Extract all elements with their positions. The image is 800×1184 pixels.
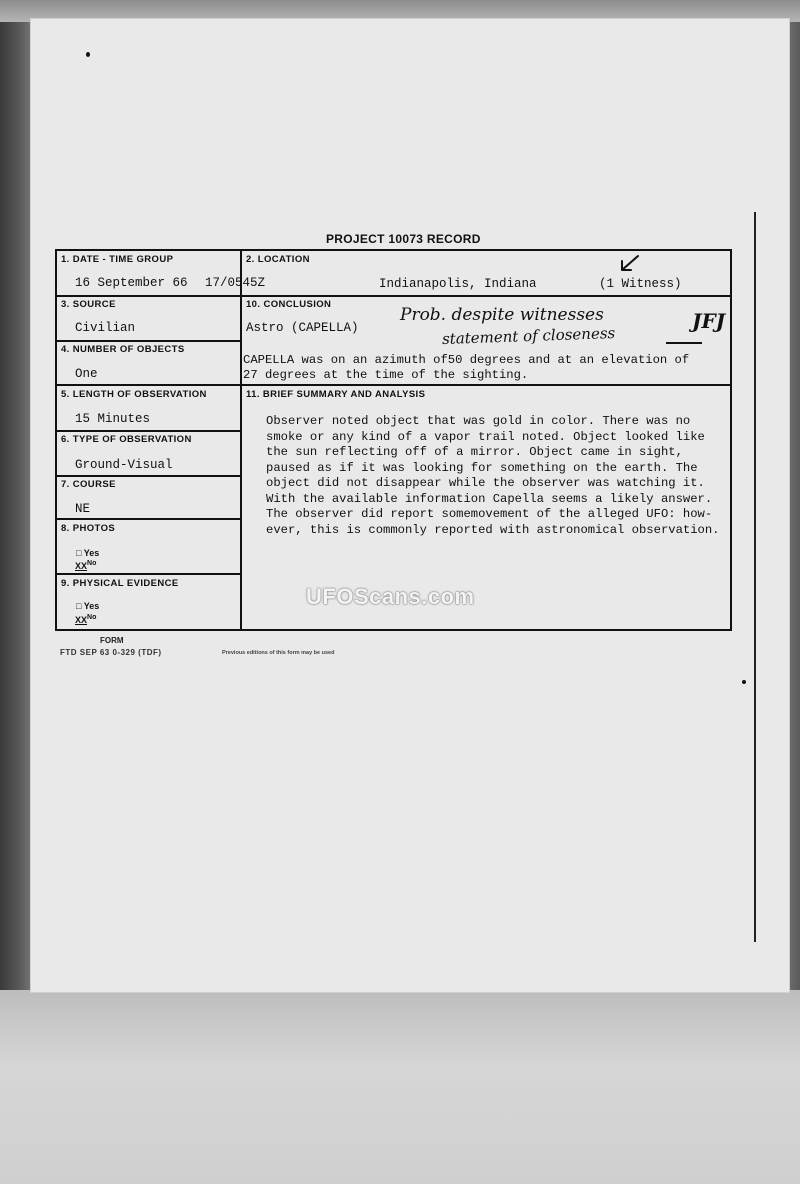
summary-line: the sun reflecting off of a mirror. Object came in sight, [266, 445, 683, 459]
type-of-observation-label: 6. TYPE OF OBSERVATION [61, 434, 192, 445]
summary-line: With the available information Capella seems a likely answer. [266, 491, 713, 506]
scan-lower-strip [0, 990, 800, 1184]
date-time-group-label: 1. DATE - TIME GROUP [61, 254, 174, 265]
handwritten-note-line1: Prob. despite witnesses [400, 305, 604, 325]
row-divider [56, 573, 241, 575]
photos-yes-label: Yes [83, 548, 100, 558]
length-of-observation-label: 5. LENGTH OF OBSERVATION [61, 389, 207, 400]
handwritten-initials: JFJ [692, 309, 726, 333]
photos-no-mark: XX [75, 561, 88, 571]
photos-no-label: No [87, 560, 97, 567]
photos-no-option [75, 560, 96, 571]
length-of-observation-value: 15 Minutes [75, 412, 151, 426]
row-divider [56, 340, 241, 342]
summary-line: object did not disappear while the observer was watching it. [266, 476, 705, 490]
physical-evidence-no-mark: XX [75, 615, 88, 625]
summary-label: 11. BRIEF SUMMARY AND ANALYSIS [246, 389, 426, 400]
course-value: NE [75, 502, 91, 516]
row-divider [56, 384, 731, 386]
photos-label: 8. PHOTOS [61, 523, 116, 534]
speck [742, 680, 746, 684]
handwritten-note-line2: statement of closeness [441, 323, 616, 349]
checkbox-empty-icon: □ [76, 548, 82, 558]
handwritten-arrow-icon [614, 254, 642, 276]
page-edge-line [754, 212, 756, 942]
photos-yes-option [76, 548, 99, 558]
physical-evidence-no-label: No [87, 614, 97, 621]
conclusion-label: 10. CONCLUSION [246, 299, 332, 310]
summary-line: ever, this is commonly reported with astronomical observation. [266, 522, 720, 537]
watermark: UFOScans.com [306, 584, 475, 609]
row-divider [56, 295, 731, 297]
physical-evidence-no-option [75, 614, 96, 625]
summary-line: smoke or any kind of a vapor trail noted. Object looked like [266, 429, 705, 444]
number-of-objects-label: 4. NUMBER OF OBJECTS [61, 344, 185, 355]
checkbox-empty-icon: □ [76, 601, 82, 611]
location-value: Indianapolis, Indiana [379, 277, 537, 291]
type-of-observation-value: Ground-Visual [75, 458, 173, 472]
handwritten-dash [666, 342, 702, 344]
summary-text [266, 414, 719, 538]
summary-line: paused as if it was looking for something on the earth. The [266, 460, 698, 475]
time-value: 17/0545Z [205, 276, 266, 290]
form-word: FORM [100, 636, 124, 645]
conclusion-detail-line1: CAPELLA was on an azimuth of50 degrees and at an elevation of [243, 353, 690, 367]
record-title: PROJECT 10073 RECORD [326, 232, 481, 246]
physical-evidence-yes-label: Yes [83, 601, 100, 611]
source-value: Civilian [75, 321, 136, 335]
speck [86, 52, 90, 57]
summary-line: The observer did report somemovement of the alleged UFO: how- [266, 507, 713, 521]
date-value: 16 September 66 [75, 276, 188, 290]
conclusion-value: Astro (CAPELLA) [246, 321, 359, 335]
location-label: 2. LOCATION [246, 254, 310, 265]
summary-line: Observer noted object that was gold in color. There was no [266, 414, 691, 428]
number-of-objects-value: One [75, 367, 98, 381]
physical-evidence-label: 9. PHYSICAL EVIDENCE [61, 578, 179, 589]
conclusion-detail-line2: 27 degrees at the time of the sighting. [243, 368, 529, 382]
row-divider [56, 518, 241, 520]
course-label: 7. COURSE [61, 479, 116, 490]
form-id: FTD SEP 63 0-329 (TDF) [60, 648, 162, 657]
previous-editions-note: Previous editions of this form may be used [222, 650, 335, 656]
row-divider [56, 430, 241, 432]
witness-count: (1 Witness) [599, 277, 682, 291]
row-divider [56, 475, 241, 477]
source-label: 3. SOURCE [61, 299, 116, 310]
physical-evidence-yes-option [76, 601, 99, 611]
